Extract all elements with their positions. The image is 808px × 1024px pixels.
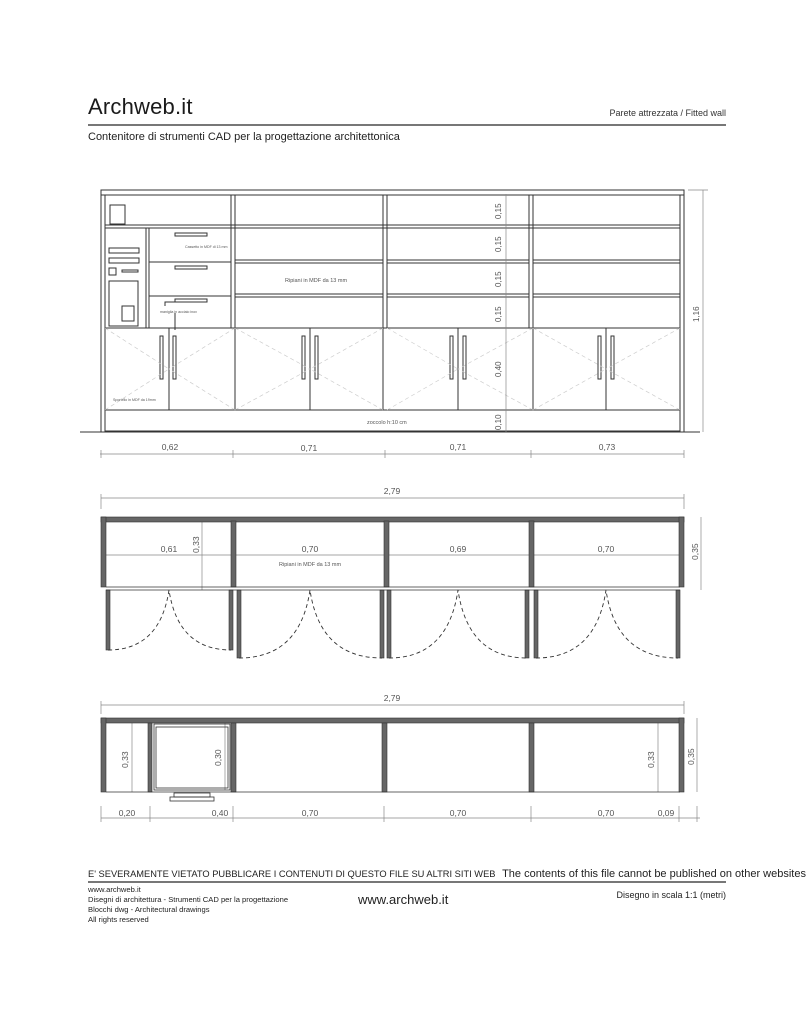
lower-left-depth-dim: 0,33	[120, 751, 130, 768]
width-dim-4: 0,73	[598, 442, 616, 452]
upper-width-dim-2: 0,70	[301, 544, 319, 554]
handle-label: maniglia in acciaio inox	[160, 310, 197, 314]
drawer-depth-dim: 0,30	[213, 749, 223, 766]
upper-shelves-label: Ripiani in MDF da 13 mm	[279, 562, 342, 568]
lower-width-dim-3: 0,70	[301, 808, 319, 818]
tagline: Contenitore di strumenti CAD per la progettazione architettonica	[88, 131, 400, 143]
upper-depth-dim: 0,35	[690, 543, 700, 560]
upper-width-dim-3: 0,69	[449, 544, 467, 554]
width-dim-2: 0,71	[300, 443, 318, 453]
lower-width-dim-1: 0,20	[118, 808, 136, 818]
height-dim-1: 0,15	[494, 203, 503, 219]
upper-total-width-dim: 2,79	[383, 486, 401, 496]
lower-plan-drawing	[0, 690, 808, 830]
brand-title: Archweb.it	[88, 94, 193, 119]
height-dim-5: 0,40	[494, 361, 503, 377]
credits-block	[88, 885, 288, 925]
footer-divider	[88, 881, 726, 883]
scale-note: Disegno in scala 1:1 (metri)	[616, 890, 726, 900]
lower-width-dim-4: 0,70	[449, 808, 467, 818]
height-dim-6: 0,10	[494, 414, 503, 430]
website-link[interactable]: www.archweb.it	[358, 892, 449, 907]
lower-total-width-dim: 2,79	[383, 693, 401, 703]
height-dim-3: 0,15	[494, 271, 503, 287]
shelves-label: Ripiani in MDF da 13 mm	[285, 278, 348, 284]
lower-depth-dim: 0,35	[686, 748, 696, 765]
width-dim-3: 0,71	[449, 442, 467, 452]
drawer-label: Cassetto in MDF di 13 mm	[185, 245, 228, 249]
credit-line: All rights reserved	[88, 915, 149, 924]
lower-width-dim-5: 0,70	[597, 808, 615, 818]
credit-line: Blocchi dwg - Architectural drawings	[88, 905, 210, 914]
front-elevation-drawing	[0, 0, 808, 470]
total-height-dim: 1,16	[692, 306, 701, 322]
warning-italian: E' SEVERAMENTE VIETATO PUBBLICARE I CONTENUTI DI QUESTO FILE SU ALTRI SITI WEB	[88, 869, 496, 879]
lower-right-depth-dim: 0,33	[646, 751, 656, 768]
upper-plan-drawing	[0, 480, 808, 680]
lower-width-dim-2: 0,40	[211, 808, 229, 818]
credit-line: www.archweb.it	[88, 885, 141, 894]
upper-width-dim-1: 0,61	[160, 544, 178, 554]
credit-line: Disegni di architettura - Strumenti CAD per la progettazione	[88, 895, 289, 904]
lower-width-dim-6: 0,09	[657, 808, 675, 818]
upper-inner-depth-dim: 0,33	[191, 536, 201, 553]
drawing-subject: Parete attrezzata / Fitted wall	[609, 108, 726, 118]
warning-english: The contents of this file cannot be published on other websites	[502, 868, 806, 880]
doors-label: Sportello in MDF da 19mm	[113, 398, 156, 402]
copyright-warning	[88, 868, 806, 880]
height-dim-4: 0,15	[494, 306, 503, 322]
height-dim-2: 0,15	[494, 236, 503, 252]
width-dim-1: 0,62	[161, 442, 179, 452]
upper-width-dim-4: 0,70	[597, 544, 615, 554]
plinth-label: zoccolo h:10 cm	[367, 420, 407, 426]
